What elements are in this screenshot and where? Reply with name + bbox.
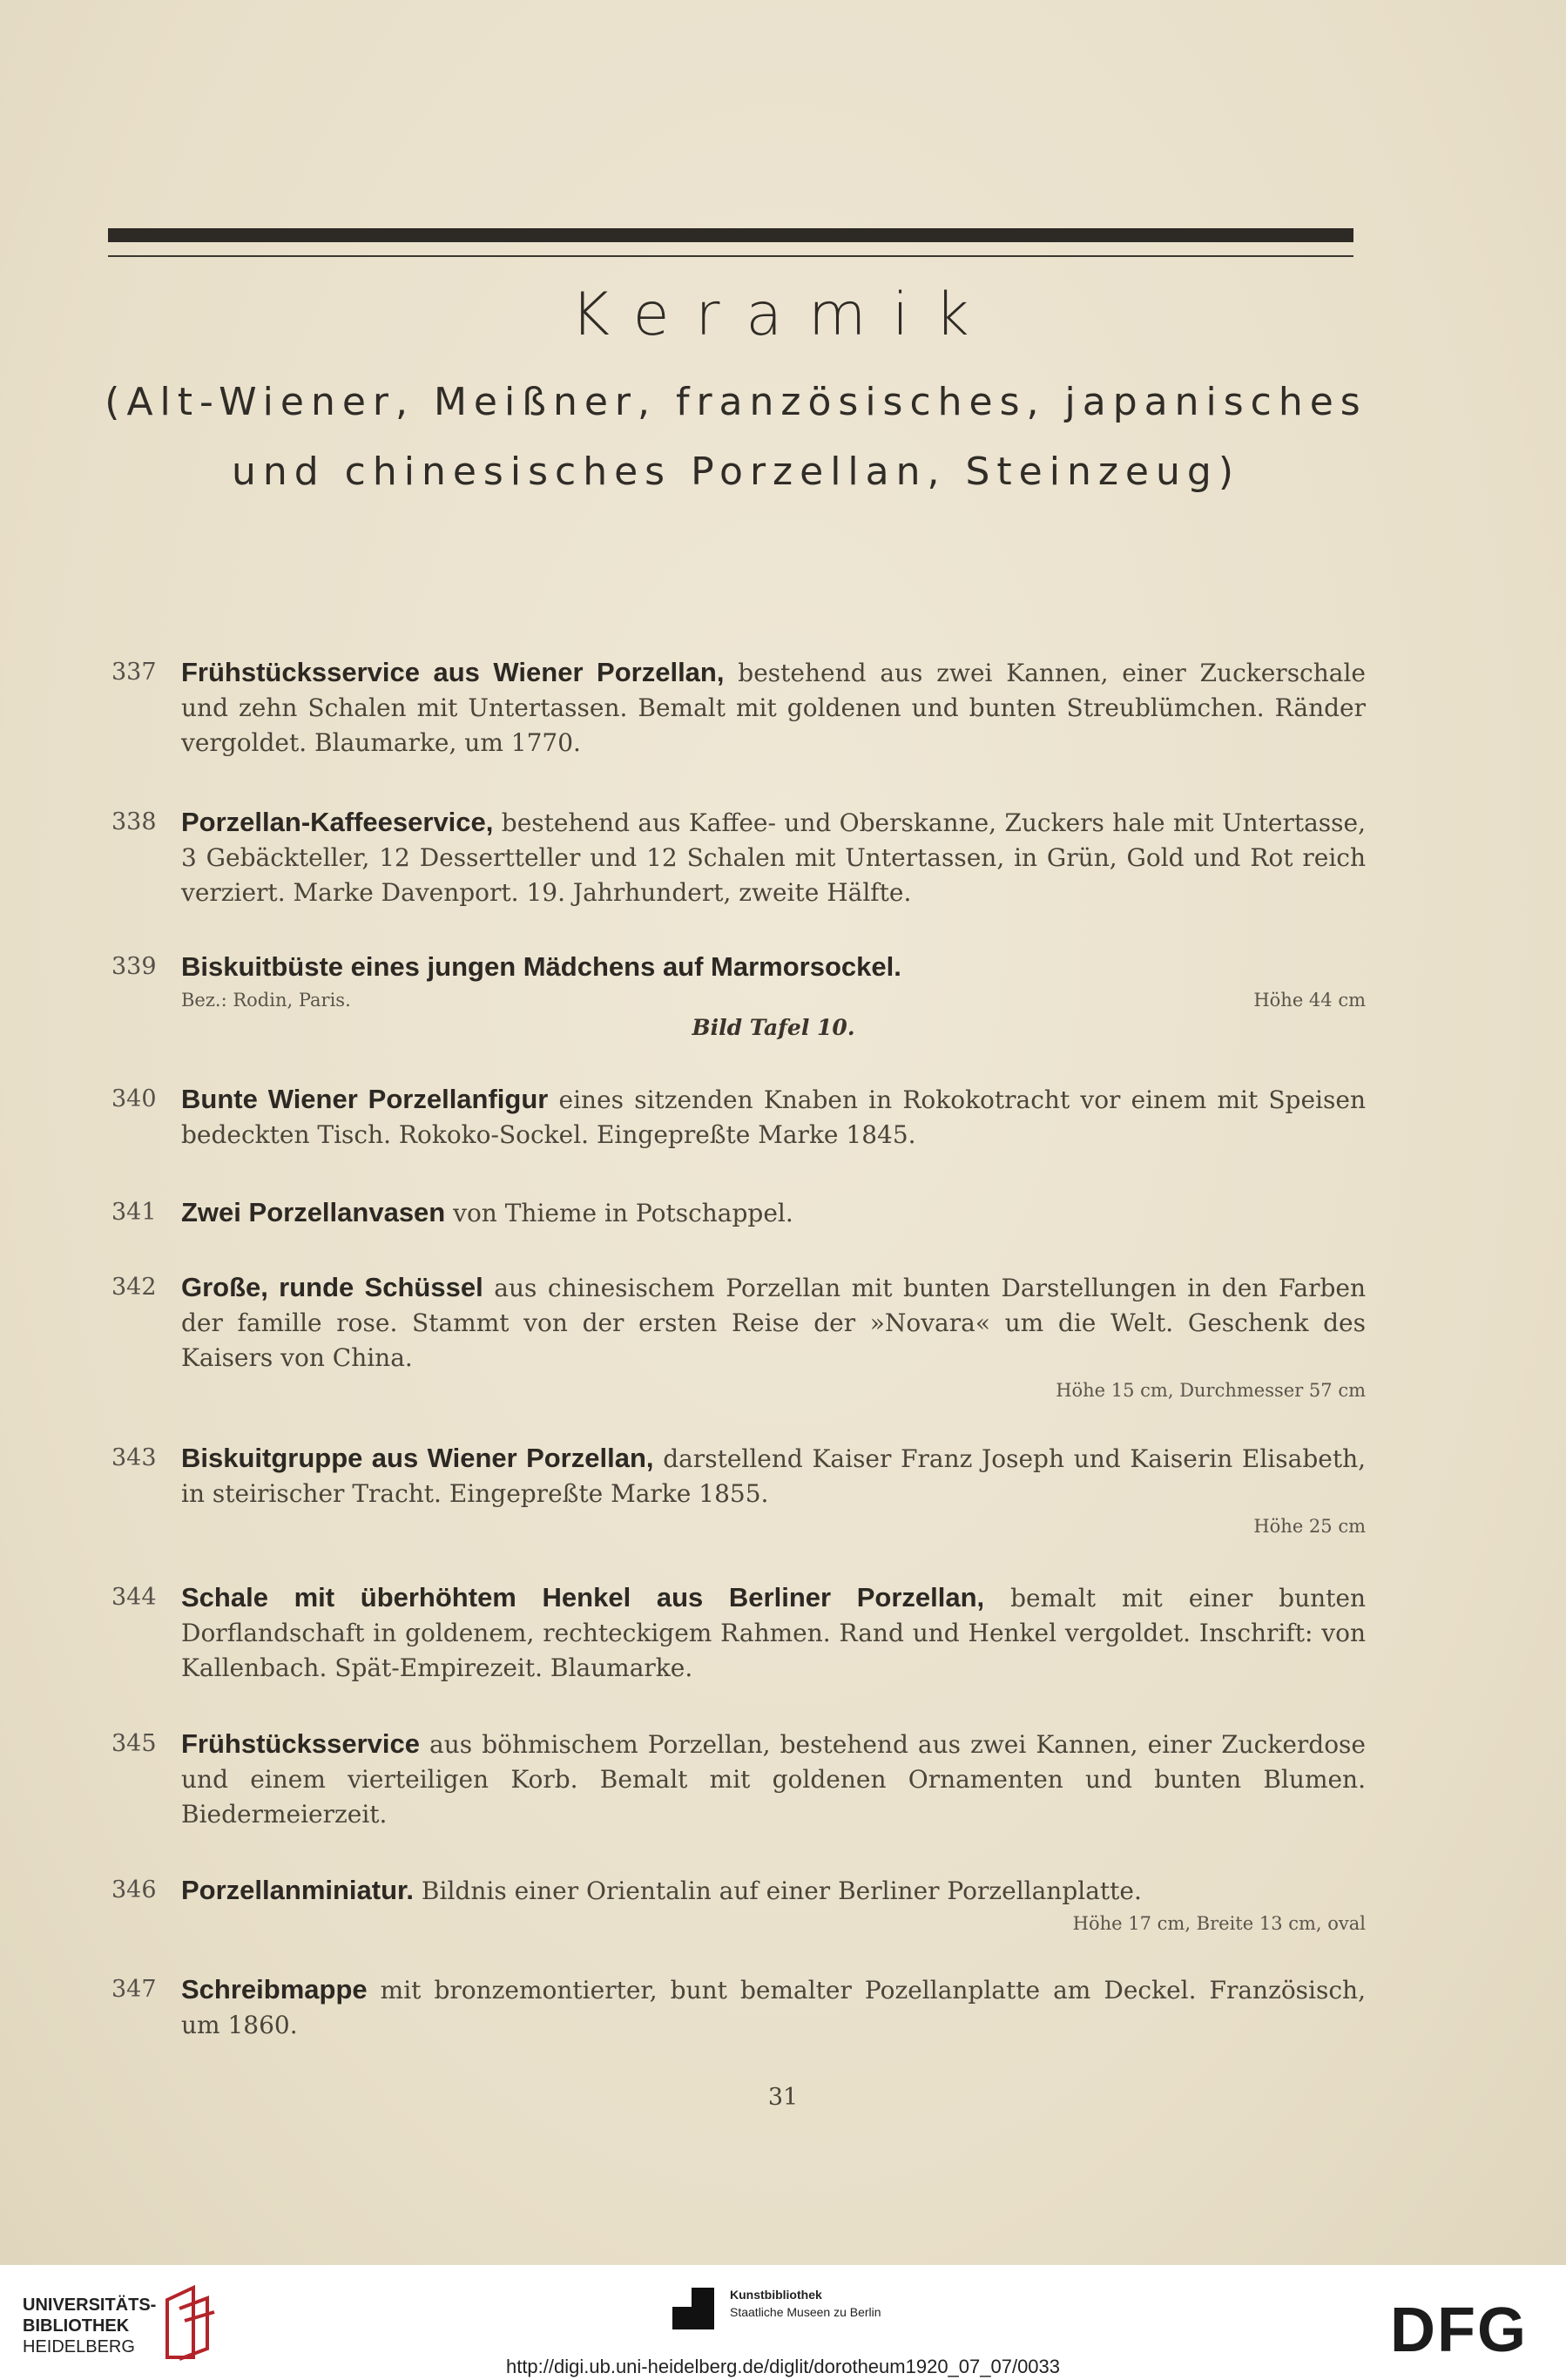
kunstbibliothek-logo-text[interactable]: [730, 2286, 881, 2321]
header-rule-thick: [108, 228, 1353, 242]
entry-number: 341: [111, 1199, 157, 1226]
entry-heading: Porzellanminiatur.: [181, 1875, 415, 1905]
entry-heading: Bunte Wiener Porzellanfigur: [181, 1084, 549, 1114]
entry-meta: [181, 987, 1366, 1013]
ub-line-2: BIBLIOTHEK: [23, 2316, 130, 2336]
entry-dimensions: Höhe 15 cm, Durchmesser 57 cm: [1056, 1380, 1366, 1401]
entry-number: 347: [111, 1976, 157, 2003]
entry-heading: Biskuitgruppe aus Wiener Porzellan,: [181, 1443, 654, 1473]
plate-reference: Bild Tafel 10.: [692, 1015, 855, 1040]
permalink-url[interactable]: http://digi.ub.uni-heidelberg.de/diglit/dorotheum1920_07_07/0033: [505, 2356, 1061, 2377]
entry-number: 346: [111, 1876, 157, 1903]
entry-text: bestehend aus Kaffee- und Oberskanne, Zuckers hale mit Untertasse, 3 Gebäckteller, 12 Dessertteller und 12 Schalen mit Untertassen, in Grün, Gold und Rot reich verziert. Marke Davenport. 19. Jahrhundert, zweite Hälfte.: [181, 808, 1366, 907]
entry-heading: Frühstücksservice aus Wiener Porzellan,: [181, 657, 725, 687]
entry-dimensions: Höhe 44 cm: [1253, 990, 1366, 1011]
page-number: 31: [767, 2084, 799, 2111]
entry-number: 344: [111, 1584, 157, 1611]
entry-text: Bildnis einer Orientalin auf einer Berliner Porzellanplatte.: [414, 1876, 1142, 1905]
page-title: Keramik: [570, 281, 996, 349]
entry-number: 343: [111, 1444, 157, 1471]
entry-text: bemalt mit einer bunten Dorflandschaft in goldenem, rechteckigem Rahmen. Rand und Henkel vergoldet. Inschrift: von Kallenbach. Spät-Empirezeit. Blaumarke.: [181, 1584, 1367, 1682]
entry-number: 337: [111, 659, 157, 686]
page-subtitle: [105, 368, 1367, 507]
entry-text: mit bronzemontierter, bunt bemalter Pozellanplatte am Deckel. Französisch, um 1860.: [181, 1976, 1366, 2039]
entry-signature: Bez.: Rodin, Paris.: [181, 990, 351, 1011]
entry-heading: Große, runde Schüssel: [181, 1272, 483, 1302]
ub-line-1: UNIVERSITÄTS-: [23, 2295, 157, 2315]
catalog-entry-342: [111, 1270, 1366, 1403]
entry-heading: Schreibmappe: [181, 1974, 368, 2005]
entry-text: von Thieme in Potschappel.: [445, 1199, 793, 1227]
entry-number: 339: [111, 953, 157, 980]
catalog-entry-345: [111, 1727, 1366, 1832]
catalog-entry-338: [111, 805, 1366, 910]
entry-text: aus chinesischem Porzellan mit bunten Darstellungen in den Farben der famille rose. Stammt von der ersten Reise der »Novara« um die Welt. Geschenk des Kaisers von China.: [181, 1274, 1366, 1372]
entry-number: 340: [111, 1085, 157, 1112]
entry-text: darstellend Kaiser Franz Joseph und Kaiserin Elisabeth, in steirischer Tracht. Eingepreßte Marke 1855.: [181, 1444, 1367, 1508]
entry-number: 342: [111, 1274, 157, 1301]
catalog-entry-344: [111, 1580, 1366, 1686]
entry-number: 345: [111, 1730, 157, 1757]
entry-heading: Porzellan-Kaffeeservice,: [181, 807, 494, 837]
ub-line-3: HEIDELBERG: [23, 2337, 135, 2356]
ub-heidelberg-logo-icon: [159, 2282, 219, 2363]
catalog-entry-346: [111, 1873, 1366, 1937]
subtitle-line-2: und chinesisches Porzellan, Steinzeug): [231, 450, 1240, 494]
entry-heading: Zwei Porzellanvasen: [181, 1197, 446, 1227]
header-rule-thin: [108, 255, 1353, 257]
catalog-entry-341: [111, 1195, 1366, 1231]
catalog-entry-347: [111, 1972, 1366, 2043]
entry-heading: Biskuitbüste eines jungen Mädchens auf Marmorsockel.: [181, 951, 901, 982]
entry-number: 338: [111, 808, 157, 835]
entry-dimensions: Höhe 17 cm, Breite 13 cm, oval: [1072, 1913, 1366, 1934]
entry-text: aus böhmischem Porzellan, bestehend aus zwei Kannen, einer Zuckerdose und einem vierteiligen Korb. Bemalt mit goldenen Ornamenten und bunten Blumen. Biedermeierzeit.: [181, 1730, 1366, 1829]
kb-line-1: Kunstbibliothek: [730, 2288, 822, 2302]
catalog-entry-337: [111, 655, 1366, 761]
entry-text: eines sitzenden Knaben in Rokokotracht vor einem mit Speisen bedeckten Tisch. Rokoko-Sockel. Eingepreßte Marke 1845.: [181, 1085, 1366, 1149]
catalog-entry-340: [111, 1082, 1366, 1153]
catalog-entry-343: [111, 1441, 1366, 1539]
entry-heading: Frühstücksservice: [181, 1728, 420, 1759]
kb-line-2: Staatliche Museen zu Berlin: [730, 2305, 881, 2319]
entry-dimensions: Höhe 25 cm: [1253, 1516, 1366, 1537]
ub-heidelberg-logo-text[interactable]: [23, 2295, 156, 2357]
kunstbibliothek-logo-icon: [669, 2284, 718, 2333]
dfg-logo[interactable]: DFG: [1390, 2295, 1528, 2365]
footer-bar: [0, 2265, 1566, 2380]
catalog-entry-339: [111, 950, 1366, 1043]
entry-heading: Schale mit überhöhtem Henkel aus Berliner Porzellan,: [181, 1582, 985, 1613]
entry-text: bestehend aus zwei Kannen, einer Zuckerschale und zehn Schalen mit Untertassen. Bemalt mit goldenen und bunten Streublümchen. Ränder vergoldet. Blaumarke, um 1770.: [181, 659, 1366, 757]
subtitle-line-1: (Alt-Wiener, Meißner, französisches, japanisches: [105, 380, 1367, 424]
